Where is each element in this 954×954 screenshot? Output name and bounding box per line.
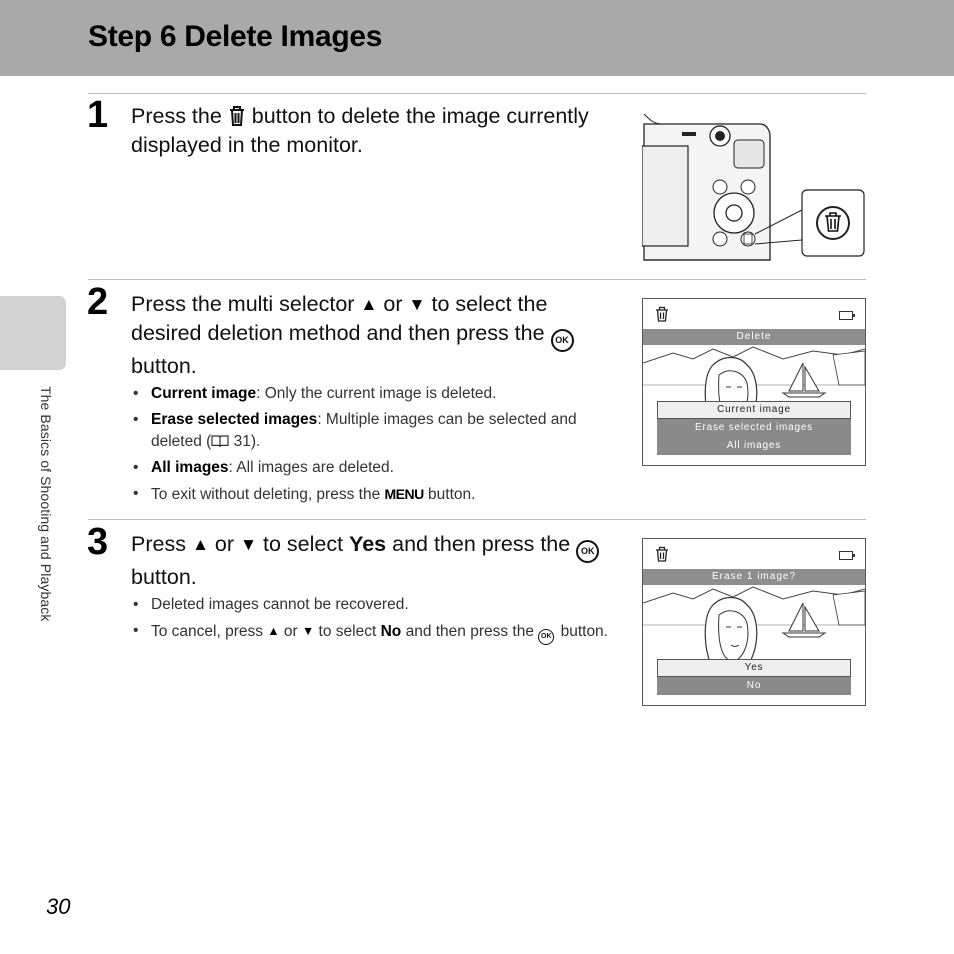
step-2-text-c: button. bbox=[131, 354, 197, 378]
option-no[interactable]: No bbox=[657, 677, 851, 695]
list-item: • To cancel, press ▲ or ▼ to select No and then press the OK button. bbox=[131, 620, 611, 645]
ok-button-icon: OK bbox=[576, 540, 599, 563]
ok-button-icon: OK bbox=[538, 629, 554, 645]
trash-icon bbox=[655, 306, 669, 322]
step-1-number: 1 bbox=[87, 94, 109, 136]
option-erase-selected-images[interactable]: Erase selected images bbox=[657, 419, 851, 437]
chapter-tab bbox=[0, 296, 66, 370]
step-3-text: Press ▲ or ▼ to select Yes and then press the OK button. bbox=[131, 530, 621, 592]
step-1-text-b: button to delete the image currently displayed in the monitor. bbox=[131, 104, 589, 157]
chapter-label: The Basics of Shooting and Playback bbox=[38, 386, 54, 622]
page-header bbox=[0, 0, 954, 76]
list-item: • Deleted images cannot be recovered. bbox=[131, 594, 611, 616]
up-arrow-icon: ▲ bbox=[191, 534, 209, 554]
step-2-or: or bbox=[377, 292, 409, 316]
step-2-text bbox=[131, 290, 611, 381]
page-title: Step 6 Delete Images bbox=[88, 20, 383, 53]
erase-confirm-screen bbox=[642, 538, 866, 706]
down-arrow-icon: ▼ bbox=[240, 534, 258, 554]
step-1-text bbox=[131, 102, 591, 160]
screen-title: Erase 1 image? bbox=[643, 569, 865, 585]
step-3-number: 3 bbox=[87, 521, 109, 563]
delete-menu-screen bbox=[642, 298, 866, 466]
step-2-text-a: Press the multi selector bbox=[131, 292, 361, 316]
step-1-text-a: Press the bbox=[131, 104, 228, 128]
trash-icon bbox=[655, 546, 669, 562]
down-arrow-icon: ▼ bbox=[408, 294, 426, 314]
camera-back-illustration bbox=[642, 110, 866, 264]
up-arrow-icon: ▲ bbox=[360, 294, 378, 314]
step-2-text-b: to select the desired deletion method and then press the bbox=[131, 292, 551, 345]
battery-icon bbox=[839, 551, 853, 560]
trash-icon bbox=[228, 105, 246, 127]
confirm-options-menu bbox=[657, 659, 851, 695]
delete-options-menu bbox=[657, 401, 851, 455]
option-all-images[interactable]: All images bbox=[657, 437, 851, 455]
list-item: • Erase selected images: Multiple images can be selected and deleted ( 31). bbox=[131, 409, 611, 453]
divider bbox=[88, 519, 866, 520]
step-2-number: 2 bbox=[87, 281, 109, 323]
list-item: • To exit without deleting, press the MENU button. bbox=[131, 483, 611, 506]
step-2-bullets bbox=[131, 383, 611, 510]
up-arrow-icon: ▲ bbox=[267, 624, 280, 638]
option-current-image[interactable]: Current image bbox=[657, 401, 851, 419]
book-reference-icon bbox=[211, 434, 229, 448]
option-yes[interactable]: Yes bbox=[657, 659, 851, 677]
divider bbox=[88, 279, 866, 280]
divider bbox=[88, 93, 866, 94]
battery-icon bbox=[839, 311, 853, 320]
step-3-bullets bbox=[131, 594, 611, 649]
page-number: 30 bbox=[46, 894, 71, 919]
down-arrow-icon: ▼ bbox=[301, 624, 315, 638]
menu-button-icon: MENU bbox=[384, 486, 424, 502]
list-item: • All images: All images are deleted. bbox=[131, 457, 611, 479]
ok-button-icon: OK bbox=[551, 329, 574, 352]
screen-title: Delete bbox=[643, 329, 865, 345]
list-item: • Current image: Only the current image is deleted. bbox=[131, 383, 611, 405]
